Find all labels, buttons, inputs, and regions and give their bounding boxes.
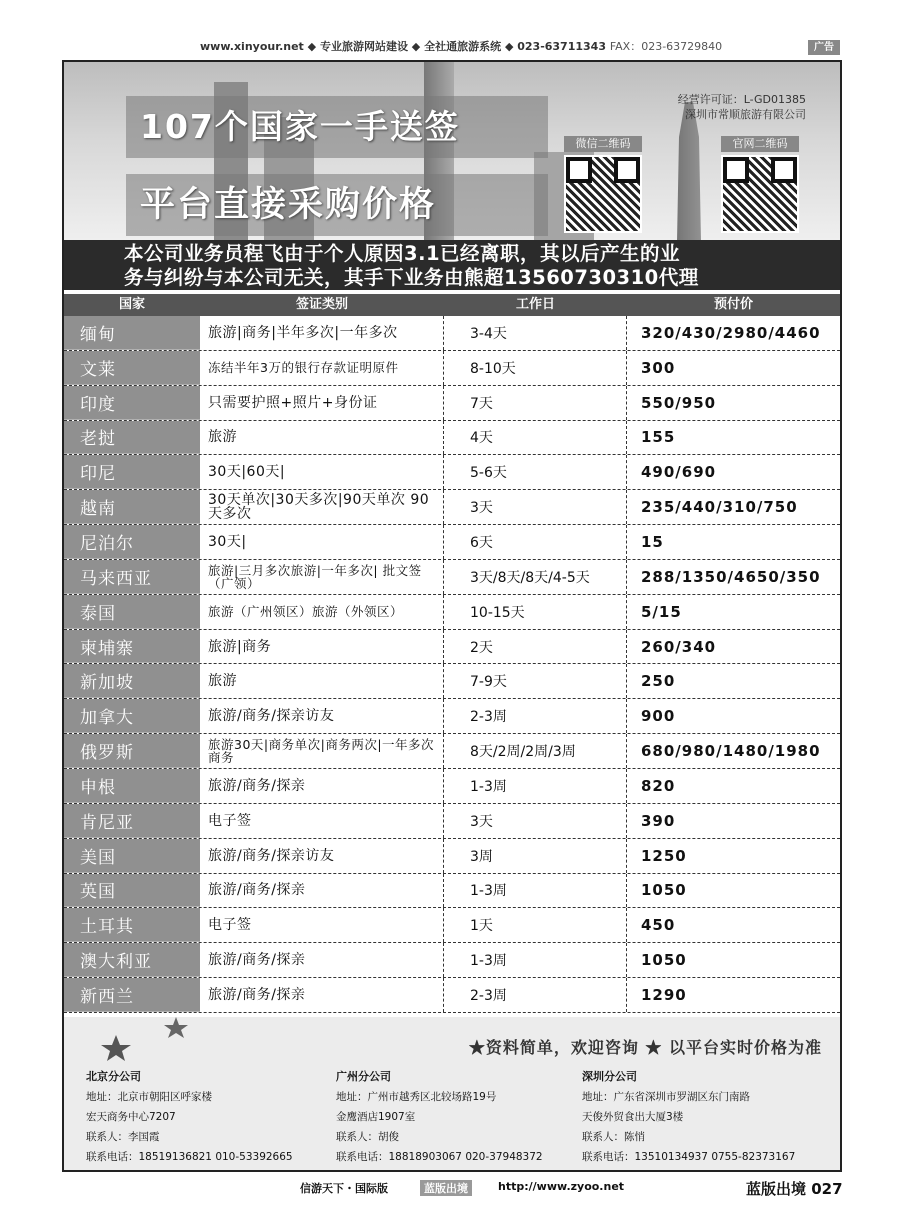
workdays-cell: 3天 [444, 490, 627, 524]
publication-name: 信游天下・国际版 [300, 1182, 388, 1195]
workdays-cell: 8天/2周/2周/3周 [444, 734, 627, 768]
branch-title: 广州分公司 [336, 1070, 391, 1083]
visa-type-cell: 旅游（广州领区）旅游（外领区） [200, 595, 444, 629]
visa-type-cell: 只需要护照+照片+身份证 [200, 386, 444, 420]
country-cell: 印尼 [64, 455, 200, 489]
workdays-cell: 10-15天 [444, 595, 627, 629]
branch-title: 深圳分公司 [582, 1070, 637, 1083]
country-cell: 印度 [64, 386, 200, 420]
price-cell: 5/15 [641, 602, 682, 621]
workdays-cell: 2天 [444, 630, 627, 664]
license-number: 经营许可证：L-GD01385 [677, 93, 806, 106]
wechat-qr-label: 微信二维码 [564, 136, 642, 152]
country-cell: 越南 [64, 490, 200, 524]
workdays-cell: 2-3周 [444, 699, 627, 733]
table-row [64, 804, 840, 839]
site-url[interactable]: www.xinyour.net [200, 40, 304, 53]
branch-address: 地址：北京市朝阳区呼家楼 [86, 1091, 212, 1103]
branch-phone: 联系电话：18818903067 020-37948372 [336, 1151, 543, 1163]
branch-contact: 联系人：胡俊 [336, 1131, 399, 1143]
slogan: ★资料简单，欢迎咨询 ★ 以平台实时价格为准 [468, 1038, 822, 1057]
visa-type-cell: 旅游 [200, 421, 444, 455]
table-row [64, 630, 840, 665]
notice-line-1: 本公司业务员程飞由于个人原因3.1已经离职，其以后产生的业 [124, 242, 681, 265]
table-row [64, 769, 840, 804]
ad-tag: 广告 [808, 40, 840, 55]
table-row [64, 699, 840, 734]
table-row [64, 595, 840, 630]
price-cell: 15 [641, 532, 664, 551]
table-row [64, 386, 840, 421]
price-cell: 820 [641, 776, 676, 795]
table-row [64, 874, 840, 909]
price-cell: 235/440/310/750 [641, 498, 798, 517]
workdays-cell: 1-3周 [444, 874, 627, 908]
table-row [64, 560, 840, 595]
table-row [64, 664, 840, 699]
headline-secondary: 平台直接采购价格 [126, 174, 548, 236]
branch-beijing [86, 1067, 336, 1167]
branch-phone: 联系电话：13510134937 0755-82373167 [582, 1151, 796, 1163]
publication-url[interactable]: http://www.zyoo.net [498, 1180, 625, 1193]
workdays-cell: 5-6天 [444, 455, 627, 489]
table-row [64, 734, 840, 769]
star-decoration-icon [94, 1017, 204, 1061]
visa-type-cell: 旅游|商务|半年多次|一年多次 [200, 316, 444, 350]
branch-contact: 联系人：陈悄 [582, 1131, 645, 1143]
visa-type-cell: 旅游/商务/探亲 [200, 769, 444, 803]
price-cell: 1050 [641, 951, 687, 970]
workdays-cell: 4天 [444, 421, 627, 455]
workdays-cell: 3天 [444, 804, 627, 838]
visa-table [64, 316, 840, 1013]
workdays-cell: 8-10天 [444, 351, 627, 385]
visa-type-cell: 旅游/商务/探亲访友 [200, 699, 444, 733]
country-cell: 加拿大 [64, 699, 200, 733]
notice-bar [64, 240, 840, 290]
header-days: 工作日 [515, 297, 555, 312]
price-cell: 1050 [641, 881, 687, 900]
header-type: 签证类别 [295, 297, 348, 312]
country-cell: 英国 [64, 874, 200, 908]
country-cell: 新西兰 [64, 978, 200, 1012]
statue-of-liberty [669, 102, 709, 240]
footer [64, 1017, 840, 1170]
notice-line-2: 务与纠纷与本公司无关，其手下业务由熊超13560730310代理 [124, 266, 699, 289]
price-cell: 900 [641, 707, 676, 726]
branch-address-2: 金鹰酒店1907室 [336, 1111, 416, 1123]
table-row [64, 351, 840, 386]
branch-phone: 联系电话：18519136821 010-53392665 [86, 1151, 293, 1163]
price-cell: 550/950 [641, 393, 717, 412]
visa-type-cell: 旅游/商务/探亲 [200, 943, 444, 977]
wechat-qr-code[interactable] [564, 155, 642, 233]
visa-type-cell: 旅游/商务/探亲 [200, 874, 444, 908]
page-number: 蓝版出境 027 [746, 1180, 843, 1198]
country-cell: 柬埔寨 [64, 630, 200, 664]
table-row [64, 421, 840, 456]
company-name: 深圳市常顺旅游有限公司 [685, 108, 806, 121]
site-qr-label: 官网二维码 [721, 136, 799, 152]
service-1: ◆ 专业旅游网站建设 [307, 40, 408, 53]
table-row [64, 316, 840, 351]
branch-address: 地址：广州市越秀区北较场路19号 [336, 1091, 497, 1103]
workdays-cell: 7天 [444, 386, 627, 420]
service-2: ◆ 全社通旅游系统 [411, 40, 502, 53]
site-qr-code[interactable] [721, 155, 799, 233]
country-cell: 缅甸 [64, 316, 200, 350]
country-cell: 澳大利亚 [64, 943, 200, 977]
visa-type-cell: 30天单次|30天多次|90天单次 90天多次 [200, 490, 444, 524]
table-row [64, 525, 840, 560]
branch-address-2: 天俊外贸食出大厦3楼 [582, 1111, 684, 1123]
section-tag: 蓝版出境 [420, 1180, 472, 1196]
price-cell: 450 [641, 916, 676, 935]
branch-contact: 联系人：李国霞 [86, 1131, 160, 1143]
price-cell: 320/430/2980/4460 [641, 323, 821, 342]
workdays-cell: 3天/8天/8天/4-5天 [444, 560, 627, 594]
country-cell: 尼泊尔 [64, 525, 200, 559]
table-row [64, 978, 840, 1013]
country-cell: 泰国 [64, 595, 200, 629]
table-row [64, 490, 840, 525]
branch-shenzhen [582, 1067, 832, 1167]
phone: ◆ 023-63711343 [504, 40, 606, 53]
visa-type-cell: 电子签 [200, 804, 444, 838]
price-cell: 1250 [641, 846, 687, 865]
table-header [64, 294, 840, 316]
site-qr[interactable] [721, 136, 799, 233]
country-cell: 土耳其 [64, 908, 200, 942]
country-cell: 老挝 [64, 421, 200, 455]
visa-type-cell: 旅游 [200, 664, 444, 698]
table-row [64, 455, 840, 490]
workdays-cell: 1-3周 [444, 943, 627, 977]
visa-type-cell: 旅游/商务/探亲访友 [200, 839, 444, 873]
workdays-cell: 7-9天 [444, 664, 627, 698]
banner [64, 62, 840, 240]
header-line [200, 38, 800, 54]
workdays-cell: 3-4天 [444, 316, 627, 350]
visa-type-cell: 30天|60天| [200, 455, 444, 489]
country-cell: 肯尼亚 [64, 804, 200, 838]
visa-type-cell: 冻结半年3万的银行存款证明原件 [200, 351, 444, 385]
visa-type-cell: 电子签 [200, 908, 444, 942]
price-cell: 300 [641, 358, 676, 377]
price-cell: 250 [641, 672, 676, 691]
country-cell: 马来西亚 [64, 560, 200, 594]
visa-type-cell: 旅游|商务 [200, 630, 444, 664]
license-info [678, 92, 806, 122]
price-cell: 288/1350/4650/350 [641, 567, 821, 586]
country-cell: 美国 [64, 839, 200, 873]
visa-type-cell: 旅游|三月多次旅游|一年多次| 批文签（广领） [200, 560, 444, 594]
table-row [64, 839, 840, 874]
price-cell: 490/690 [641, 463, 717, 482]
price-cell: 155 [641, 428, 676, 447]
fax: FAX：023-63729840 [609, 40, 723, 53]
price-cell: 1290 [641, 985, 687, 1004]
visa-type-cell: 旅游/商务/探亲 [200, 978, 444, 1012]
workdays-cell: 6天 [444, 525, 627, 559]
header-price: 预付价 [713, 297, 753, 312]
country-cell: 申根 [64, 769, 200, 803]
visa-type-cell: 30天| [200, 525, 444, 559]
workdays-cell: 3周 [444, 839, 627, 873]
price-cell: 680/980/1480/1980 [641, 742, 821, 761]
country-cell: 俄罗斯 [64, 734, 200, 768]
branch-address: 地址：广东省深圳市罗湖区东门南路 [582, 1091, 750, 1103]
workdays-cell: 2-3周 [444, 978, 627, 1012]
workdays-cell: 1天 [444, 908, 627, 942]
branch-title: 北京分公司 [86, 1070, 141, 1083]
visa-type-cell: 旅游30天|商务单次|商务两次|一年多次商务 [200, 734, 444, 768]
headline-primary: 107个国家一手送签 [126, 96, 548, 158]
branch-address-2: 宏天商务中心7207 [86, 1111, 176, 1123]
table-row [64, 908, 840, 943]
ad-frame [62, 60, 842, 1172]
table-row [64, 943, 840, 978]
branch-guangzhou [336, 1067, 586, 1167]
price-cell: 390 [641, 811, 676, 830]
country-cell: 新加坡 [64, 664, 200, 698]
workdays-cell: 1-3周 [444, 769, 627, 803]
footer-line [0, 1178, 900, 1196]
price-cell: 260/340 [641, 637, 717, 656]
wechat-qr[interactable] [564, 136, 642, 233]
header-country: 国家 [118, 297, 145, 312]
country-cell: 文莱 [64, 351, 200, 385]
